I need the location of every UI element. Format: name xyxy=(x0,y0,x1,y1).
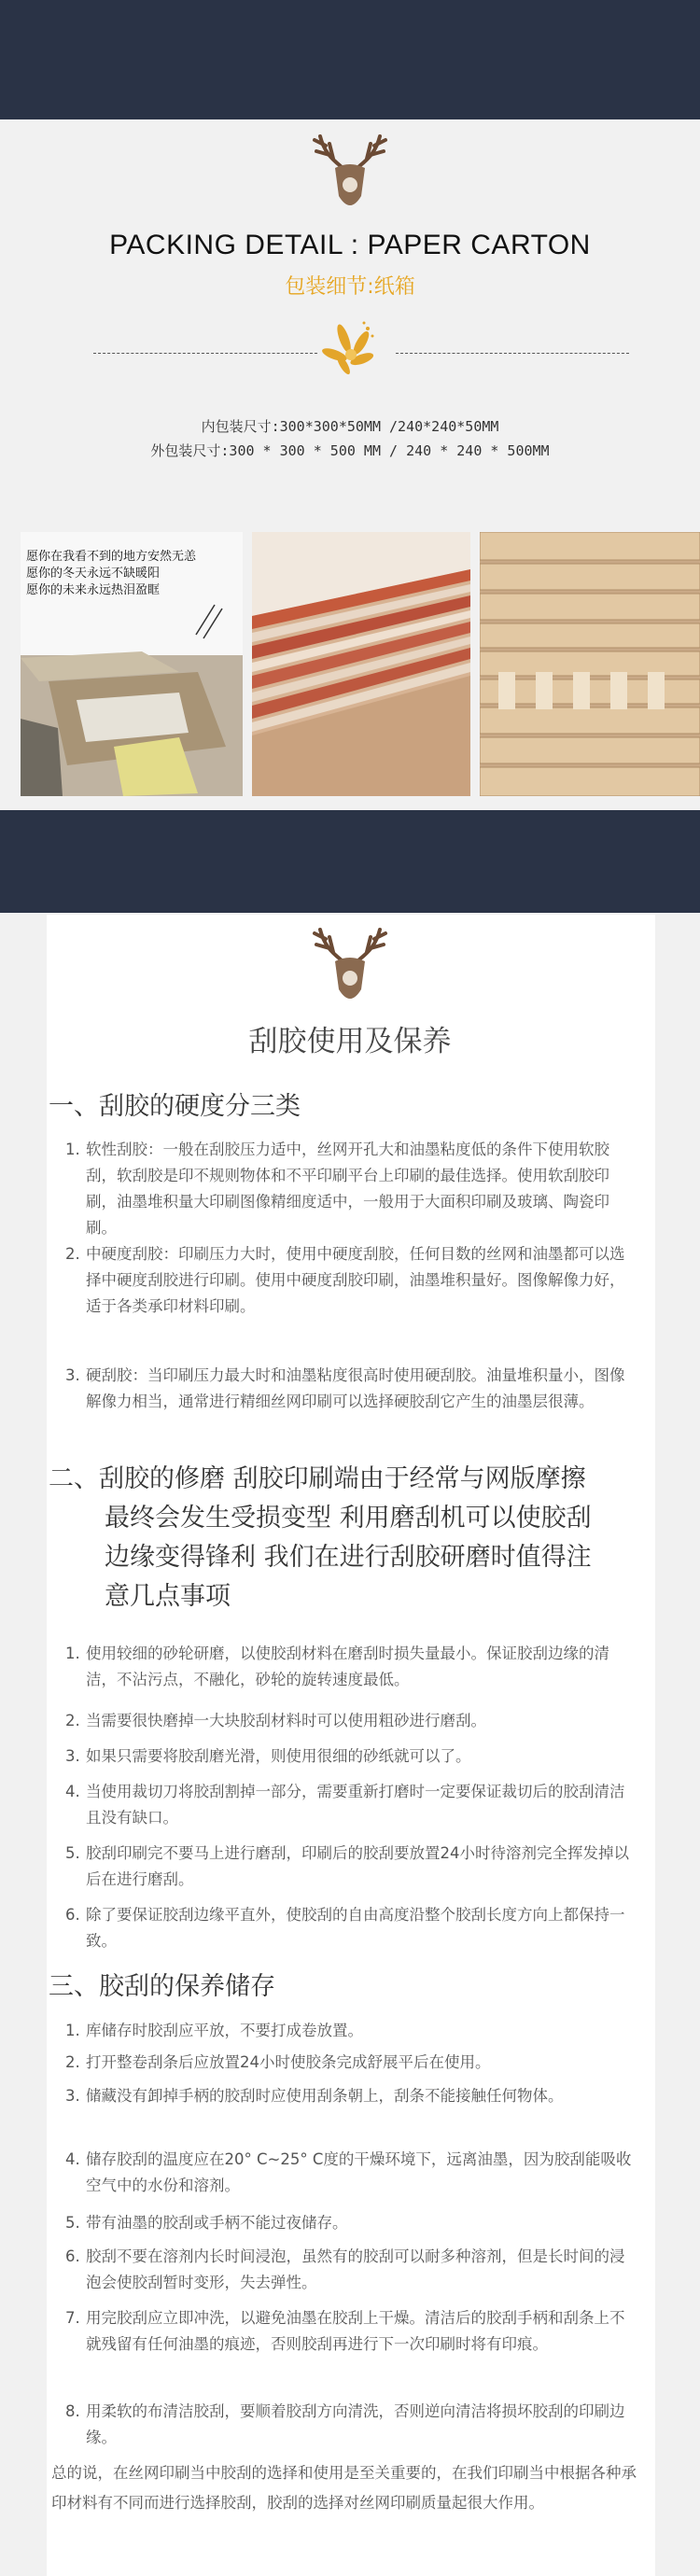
list-item xyxy=(65,2083,637,2109)
deer-antler-logo-icon xyxy=(311,924,389,1010)
item-number: 8. xyxy=(65,2402,80,2420)
item-number: 2. xyxy=(65,2053,80,2071)
item-text: 库储存时胶刮应平放，不要打成卷放置。 xyxy=(86,2022,363,2039)
item-text: 打开整卷刮条后应放置24小时使胶条完成舒展平后在使用。 xyxy=(86,2053,491,2071)
heading-grinding xyxy=(49,1460,592,1617)
item-number: 1. xyxy=(65,1141,80,1158)
list-item xyxy=(65,1708,637,1734)
list-item xyxy=(65,2018,637,2044)
heading-line: 意几点事项 xyxy=(105,1582,231,1611)
list-item xyxy=(65,1363,637,1415)
list-item xyxy=(65,1641,637,1693)
list-item xyxy=(65,1743,637,1770)
item-number: 2. xyxy=(65,1712,80,1729)
poem-line: 愿你在我看不到的地方安然无恙 xyxy=(26,550,197,564)
heading-hardness: 一、刮胶的硬度分三类 xyxy=(49,1092,301,1121)
item-number: 3. xyxy=(65,1366,80,1384)
list-item xyxy=(65,2244,637,2296)
list-item xyxy=(65,2210,637,2236)
list-item xyxy=(65,1241,637,1320)
heading-storage: 三、胶刮的保养储存 xyxy=(49,1972,275,2001)
heading-line: 边缘变得锋利 我们在进行刮胶研磨时值得注 xyxy=(105,1543,592,1572)
dashed-divider-right xyxy=(396,353,629,354)
item-text: 中硬度刮胶：印刷压力大时，使用中硬度刮胶，任何目数的丝网和油墨都可以选择中硬度刮胶进行印刷。使用中硬度刮胶印刷，油墨堆积量好。图像解像力好，适于各类承印材料印刷。 xyxy=(86,1245,625,1315)
item-text: 除了要保证胶刮边缘平直外，使胶刮的自由高度沿整个胶刮长度方向上都保持一致。 xyxy=(86,1906,625,1950)
item-text: 软性刮胶：一般在刮胶压力适中，丝网开孔大和油墨粘度低的条件下使用软胶刮，软刮胶是印不规则物体和不平印刷平台上印刷的最佳选择。使用软刮胶印刷，油墨堆积量大印刷图像精细度适中，一般用于大面积印刷及玻璃、陶瓷印刷。 xyxy=(86,1141,609,1237)
packing-detail-title: PACKING DETAIL : PAPER CARTON xyxy=(109,230,591,260)
list-item xyxy=(65,1137,637,1241)
top-banner xyxy=(0,0,700,119)
wood-handles-photo xyxy=(480,532,700,796)
item-text: 当使用裁切刀将胶刮割掉一部分，需要重新打磨时一定要保证裁切后的胶刮清洁且没有缺口。 xyxy=(86,1783,625,1827)
item-text: 当需要很快磨掉一大块胶刮材料时可以使用粗砂进行磨刮。 xyxy=(86,1712,486,1729)
dashed-divider-left xyxy=(93,353,317,354)
item-text: 使用较细的砂轮研磨，以使胶刮材料在磨刮时损失量最小。保证胶刮边缘的清洁，不沾污点，不融化，砂轮的旋转速度最低。 xyxy=(86,1645,609,1688)
list-item xyxy=(65,2050,637,2076)
stacked-squeegee-photo xyxy=(252,532,470,796)
inner-package-size: 内包装尺寸:300*300*50MM /240*240*50MM xyxy=(201,418,499,435)
item-number: 1. xyxy=(65,1645,80,1662)
item-number: 1. xyxy=(65,2022,80,2039)
item-number: 4. xyxy=(65,2150,80,2168)
item-number: 4. xyxy=(65,1783,80,1800)
poem-line: 愿你的冬天永远不缺暖阳 xyxy=(26,567,161,581)
deer-antler-logo-icon xyxy=(311,131,389,217)
item-number: 5. xyxy=(65,2214,80,2232)
item-text: 胶刮印刷完不要马上进行磨刮，印刷后的胶刮要放置24小时待溶剂完全挥发掉以后在进行磨刮。 xyxy=(86,1844,629,1888)
item-text: 如果只需要将胶刮磨光滑，则使用很细的砂纸就可以了。 xyxy=(86,1747,471,1765)
item-text: 用柔软的布清洁胶刮，要顺着胶刮方向清洗，否则逆向清洁将损坏胶刮的印刷边缘。 xyxy=(86,2402,625,2446)
list-item xyxy=(65,1902,637,1954)
outer-package-size: 外包装尺寸:300 * 300 * 500 MM / 240 * 240 * 500MM xyxy=(150,442,550,459)
list-item xyxy=(65,1779,637,1831)
item-number: 6. xyxy=(65,2247,80,2265)
item-number: 5. xyxy=(65,1844,80,1862)
item-text: 用完胶刮应立即冲洗，以避免油墨在胶刮上干燥。清洁后的胶刮手柄和刮条上不就残留有任何油墨的痕迹，否则胶刮再进行下一次印刷时将有印痕。 xyxy=(86,2309,625,2353)
carton-photo xyxy=(21,532,243,796)
carton-illustration xyxy=(21,532,243,796)
item-number: 2. xyxy=(65,1245,80,1263)
list-item xyxy=(65,2399,637,2451)
heading-line: 二、刮胶的修磨 刮胶印刷端由于经常与网版摩擦 xyxy=(49,1464,586,1493)
item-text: 胶刮不要在溶剂内长时间浸泡，虽然有的胶刮可以耐多种溶剂，但是长时间的浸泡会使胶刮暂时变形，失去弹性。 xyxy=(86,2247,625,2291)
item-number: 3. xyxy=(65,1747,80,1765)
poem-line: 愿你的未来永远热泪盈眶 xyxy=(26,583,161,597)
item-number: 6. xyxy=(65,1906,80,1924)
list-item xyxy=(65,2147,637,2199)
summary-paragraph: 总的说，在丝网印刷当中胶刮的选择和使用是至关重要的，在我们印刷当中根据各种承印材料有不同而进行选择胶刮，胶刮的选择对丝网印刷质量起很大作用。 xyxy=(51,2464,637,2512)
packing-detail-subtitle: 包装细节:纸箱 xyxy=(285,275,415,299)
stacked-squeegee-illustration xyxy=(252,532,470,796)
item-text: 储藏没有卸掉手柄的胶刮时应使用刮条朝上，刮条不能接触任何物体。 xyxy=(86,2087,564,2105)
guide-title: 刮胶使用及保养 xyxy=(248,1025,452,1058)
heading-line: 最终会发生受损变型 利用磨刮机可以使胶刮 xyxy=(105,1504,592,1533)
item-text: 带有油墨的胶刮或手柄不能过夜储存。 xyxy=(86,2214,348,2232)
golden-flower-icon xyxy=(321,319,379,379)
wood-handles-illustration xyxy=(480,532,700,796)
item-number: 7. xyxy=(65,2309,80,2327)
item-text: 硬刮胶：当印刷压力最大时和油墨粘度很高时使用硬刮胶。油量堆积量小，图像解像力相当，通常进行精细丝网印刷可以选择硬胶刮它产生的油墨层很薄。 xyxy=(86,1366,625,1410)
item-text: 储存胶刮的温度应在20° C~25° C度的干燥环境下，远离油墨，因为胶刮能吸收空气中的水份和溶剂。 xyxy=(86,2150,632,2194)
item-number: 3. xyxy=(65,2087,80,2105)
list-item xyxy=(65,2305,637,2358)
list-item xyxy=(65,1841,637,1893)
section-banner xyxy=(0,810,700,913)
